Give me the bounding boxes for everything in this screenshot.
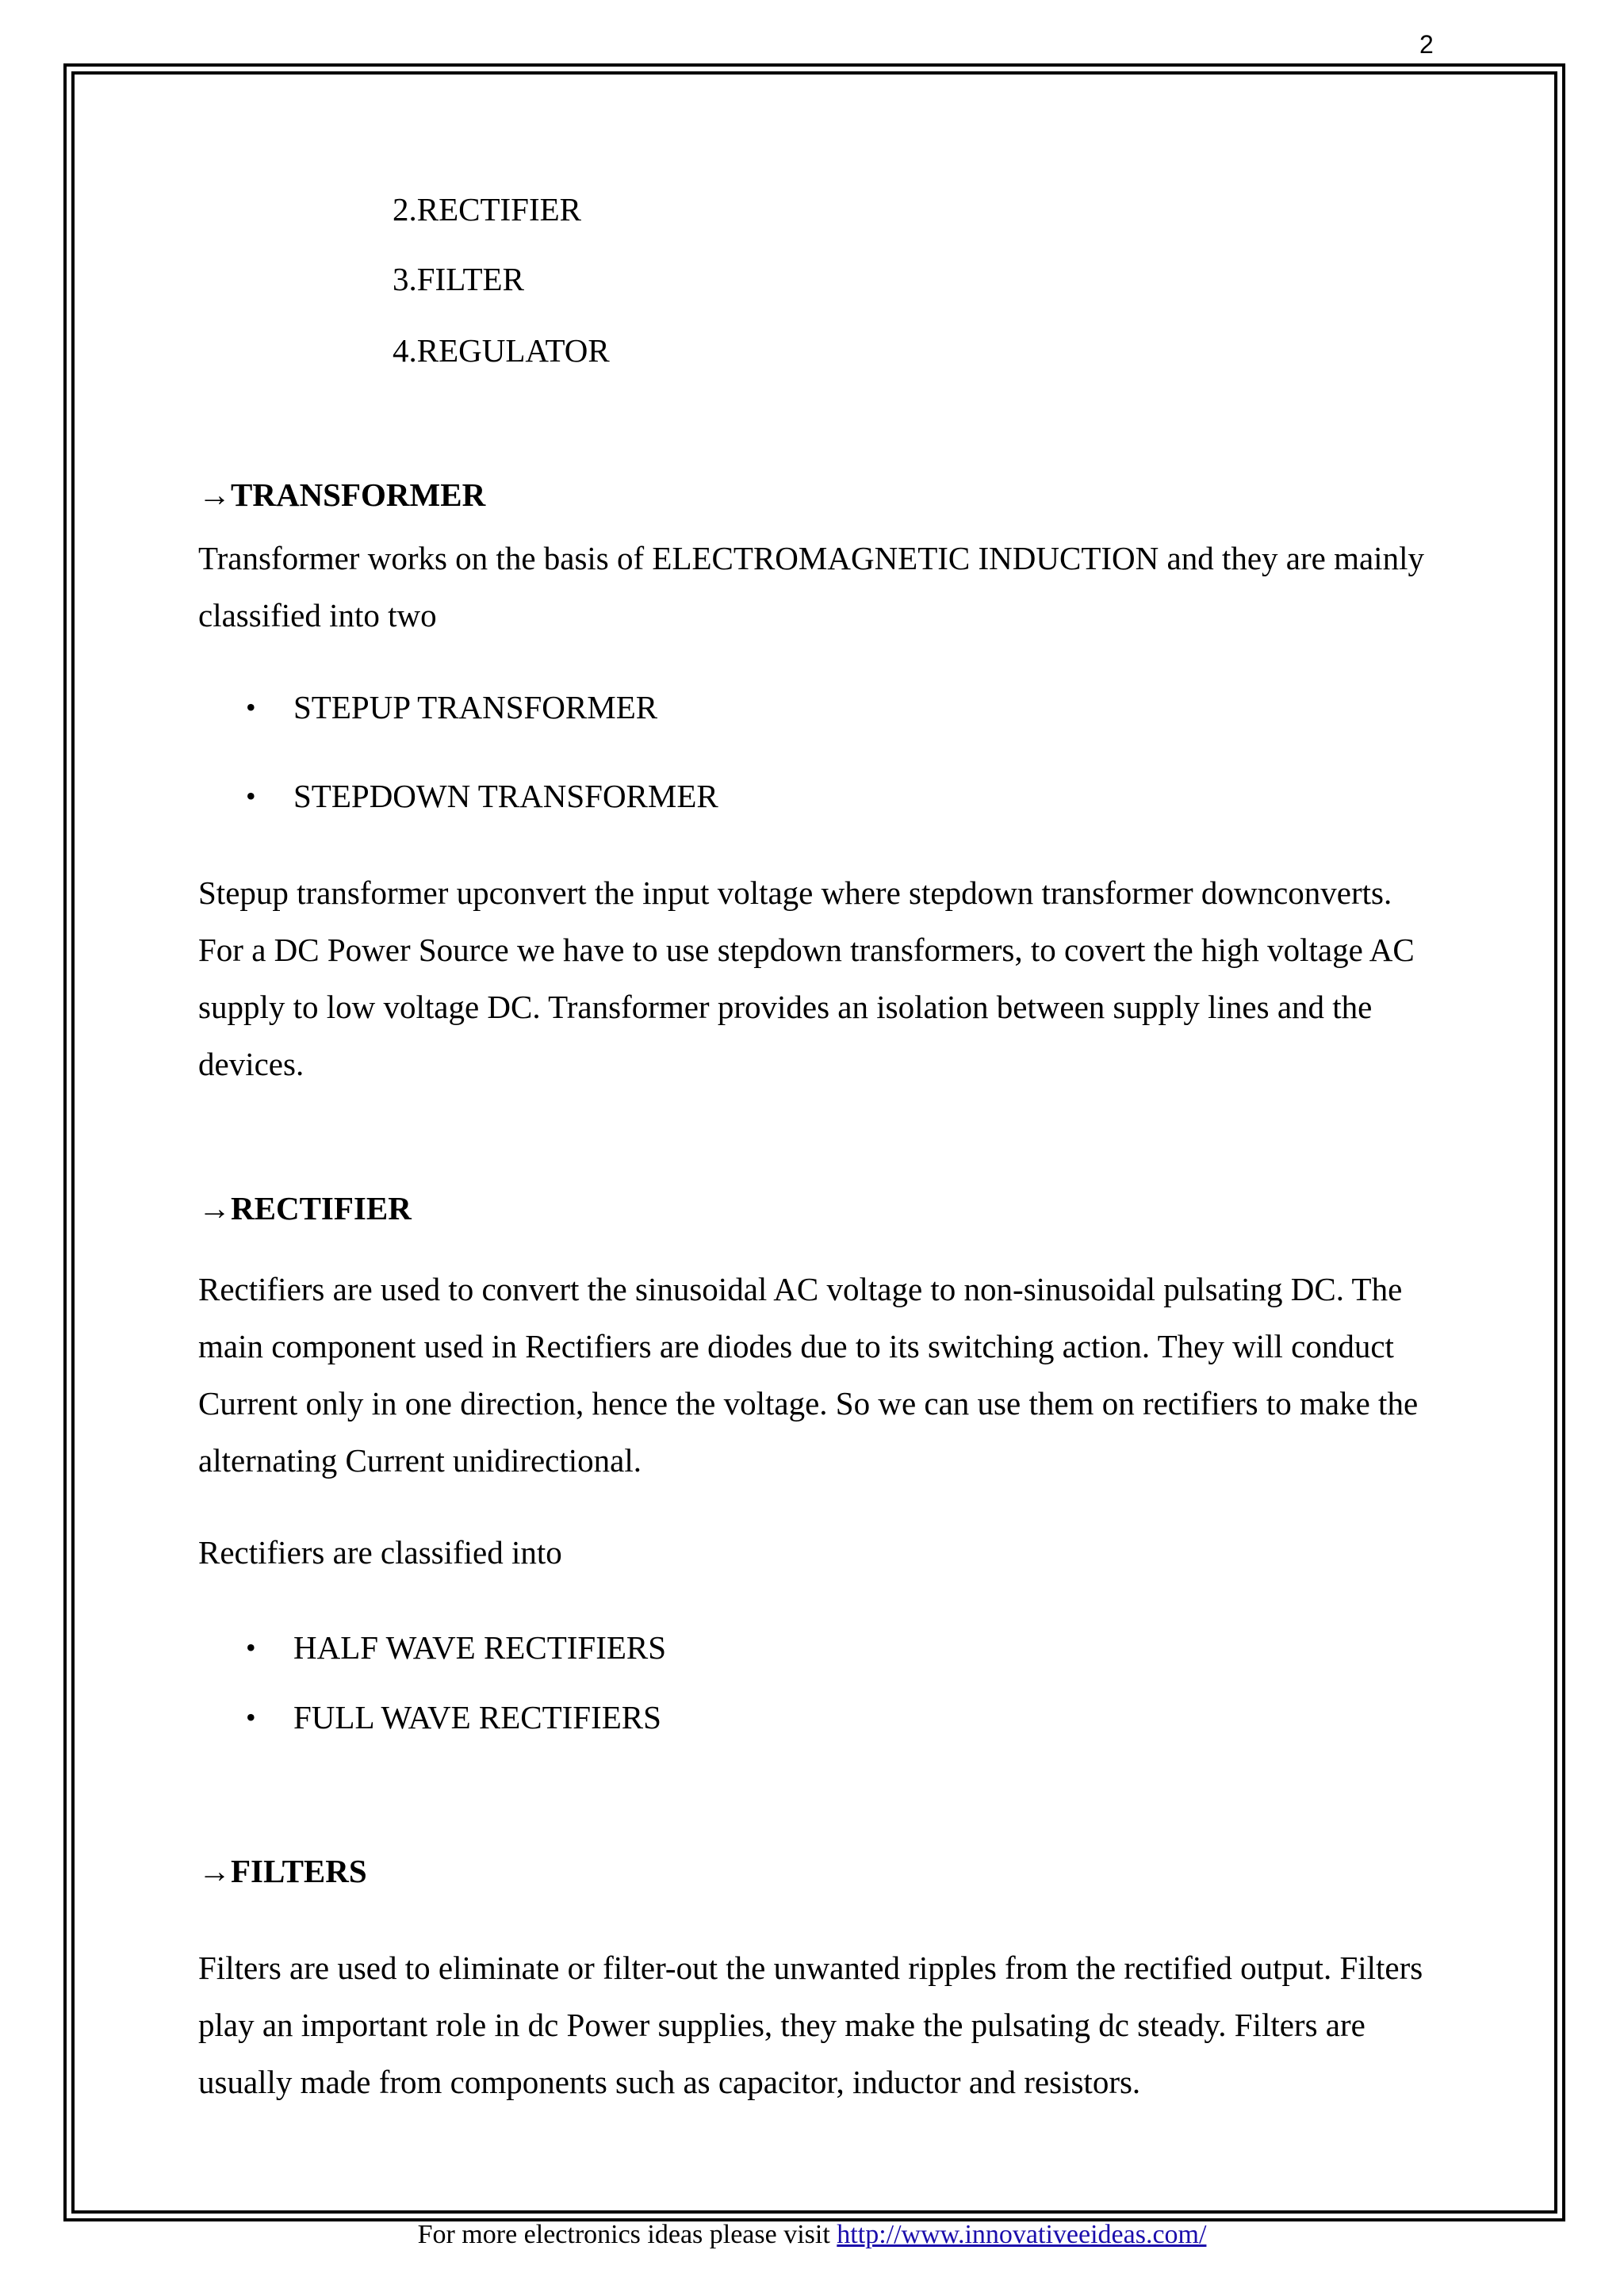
footer	[0, 2220, 1624, 2250]
bullet-icon: •	[246, 780, 256, 812]
transformer-paragraph: Transformer works on the basis of ELECTROMAGNETIC INDUCTION and they are mainly classified into two	[198, 540, 1424, 633]
bullet-icon: •	[246, 1632, 256, 1663]
section-heading-filters: →FILTERS	[198, 1853, 367, 1889]
bullet-icon: •	[246, 1701, 256, 1733]
rectifier-paragraph: Rectifiers are used to convert the sinusoidal AC voltage to non-sinusoidal pulsating DC. The main component used in Rectifiers are diodes due to its switching action. They will conduct Current only in one direction, hence the voltage. So we can use them on rectifiers to make the alternating Current unidirectional.	[198, 1271, 1419, 1479]
page-border-inner	[71, 71, 1557, 2214]
bullet-icon: •	[246, 691, 256, 723]
transformer-paragraph-2: Stepup transformer upconvert the input voltage where stepdown transformer downconverts. For a DC Power Source we have to use stepdown transformers, to covert the high voltage AC supply to low voltage DC. Transformer provides an isolation between supply lines and the devices.	[198, 874, 1415, 1082]
list-item	[246, 1698, 661, 1736]
list-item-label: HALF WAVE RECTIFIERS	[293, 1629, 667, 1666]
list-item	[246, 688, 657, 726]
rectifier-paragraph-2: Rectifiers are classified into	[198, 1534, 562, 1571]
footer-text: For more electronics ideas please visit	[417, 2220, 837, 2249]
list-item	[246, 1628, 666, 1667]
list-item-label: STEPDOWN TRANSFORMER	[293, 778, 718, 814]
page-number: 2	[1419, 30, 1434, 59]
list-item-label: FULL WAVE RECTIFIERS	[293, 1699, 661, 1735]
intro-list-item: 2.RECTIFIER	[393, 191, 582, 228]
intro-list-item: 4.REGULATOR	[393, 332, 610, 369]
section-heading-rectifier: →RECTIFIER	[198, 1190, 412, 1226]
list-item	[246, 777, 718, 815]
intro-list-item: 3.FILTER	[393, 261, 524, 297]
section-heading-transformer: →TRANSFORMER	[198, 476, 486, 513]
footer-link[interactable]: http://www.innovativeeideas.com/	[837, 2220, 1207, 2249]
list-item-label: STEPUP TRANSFORMER	[293, 689, 658, 725]
filters-paragraph: Filters are used to eliminate or filter-out the unwanted ripples from the rectified output. Filters play an important role in dc Power supplies, they make the pulsating dc steady. Filters are usually made from components such as capacitor, inductor and resistors.	[198, 1950, 1423, 2100]
